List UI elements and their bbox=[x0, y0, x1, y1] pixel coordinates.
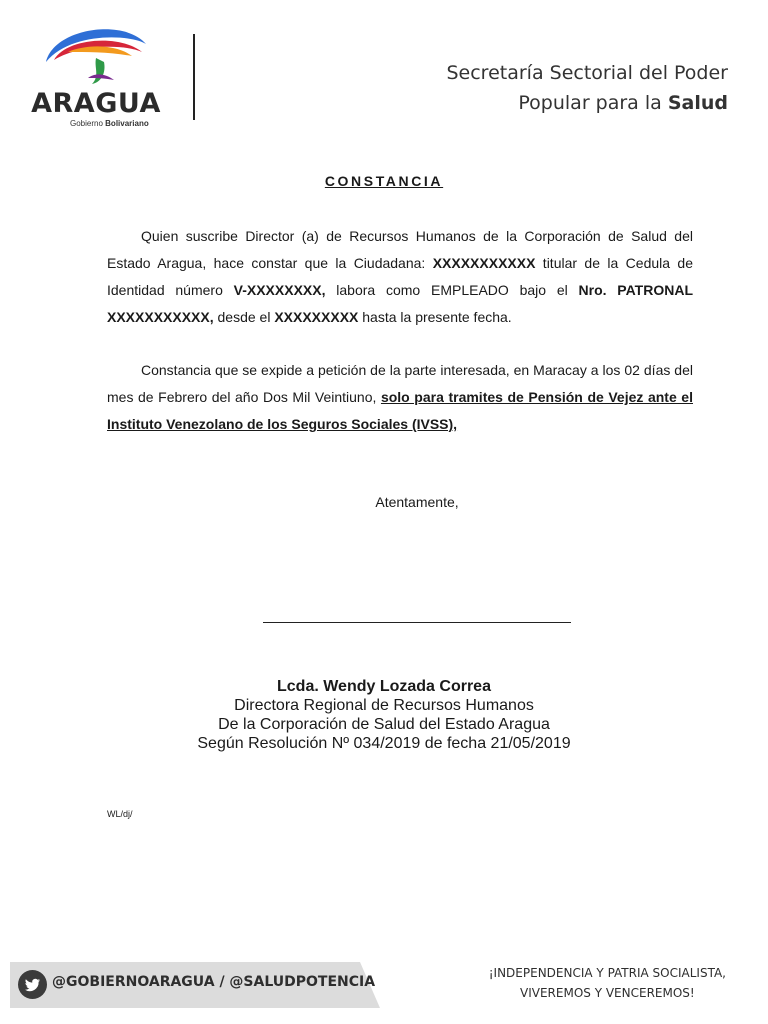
body-paragraph-1: Quien suscribe Director (a) de Recursos Humanos de la Corporación de Salud del Estado Aragua, hace constar que la Ciudadana: XXXXXXXXXXX titular de la Cedula de Identidad número V-XXXXXXXX, labora como EMPLEADO bajo el Nro. PATRONAL XXXXXXXXXXX, desde el XXXXXXXXX hasta la presente fecha. bbox=[107, 228, 693, 325]
twitter-icon bbox=[18, 970, 47, 999]
secretaria-line-1: Secretaría Sectorial del Poder bbox=[446, 62, 728, 84]
closing-salutation: Atentamente, bbox=[375, 494, 459, 510]
signature-line bbox=[263, 622, 571, 623]
signer-name: Lcda. Wendy Lozada Correa bbox=[277, 678, 491, 695]
signer-block bbox=[0, 677, 768, 753]
secretaria-heading bbox=[446, 58, 728, 118]
document-title: CONSTANCIA bbox=[324, 173, 444, 189]
footer-slogan bbox=[489, 963, 726, 1003]
header-divider bbox=[193, 34, 195, 120]
signer-resolution: Según Resolución Nº 034/2019 de fecha 21/05/2019 bbox=[197, 735, 571, 752]
reference-initials: WL/dj/ bbox=[107, 809, 133, 819]
logo-wordmark: ARAGUA bbox=[31, 88, 161, 119]
slogan-line-2: VIVEREMOS Y VENCEREMOS! bbox=[520, 986, 695, 1000]
signer-role: Directora Regional de Recursos Humanos bbox=[234, 697, 534, 714]
logo-subtitle: Gobierno Bolivariano bbox=[70, 119, 149, 128]
body-paragraph-2: Constancia que se expide a petición de la parte interesada, en Maracay a los 02 días del mes de Febrero del año Dos Mil Veintiuno, solo para tramites de Pensión de Vejez ante el Instituto Venezolano de los Seguros Sociales (IVSS), bbox=[107, 362, 693, 432]
aragua-logo bbox=[26, 22, 166, 130]
slogan-line-1: ¡INDEPENDENCIA Y PATRIA SOCIALISTA, bbox=[488, 966, 726, 980]
aragua-mushroom-icon bbox=[40, 22, 152, 90]
secretaria-line-2: Popular para la Salud bbox=[518, 92, 728, 114]
signer-organization: De la Corporación de Salud del Estado Aragua bbox=[218, 716, 550, 733]
social-handles: @GOBIERNOARAGUA / @SALUDPOTENCIA bbox=[52, 974, 376, 990]
